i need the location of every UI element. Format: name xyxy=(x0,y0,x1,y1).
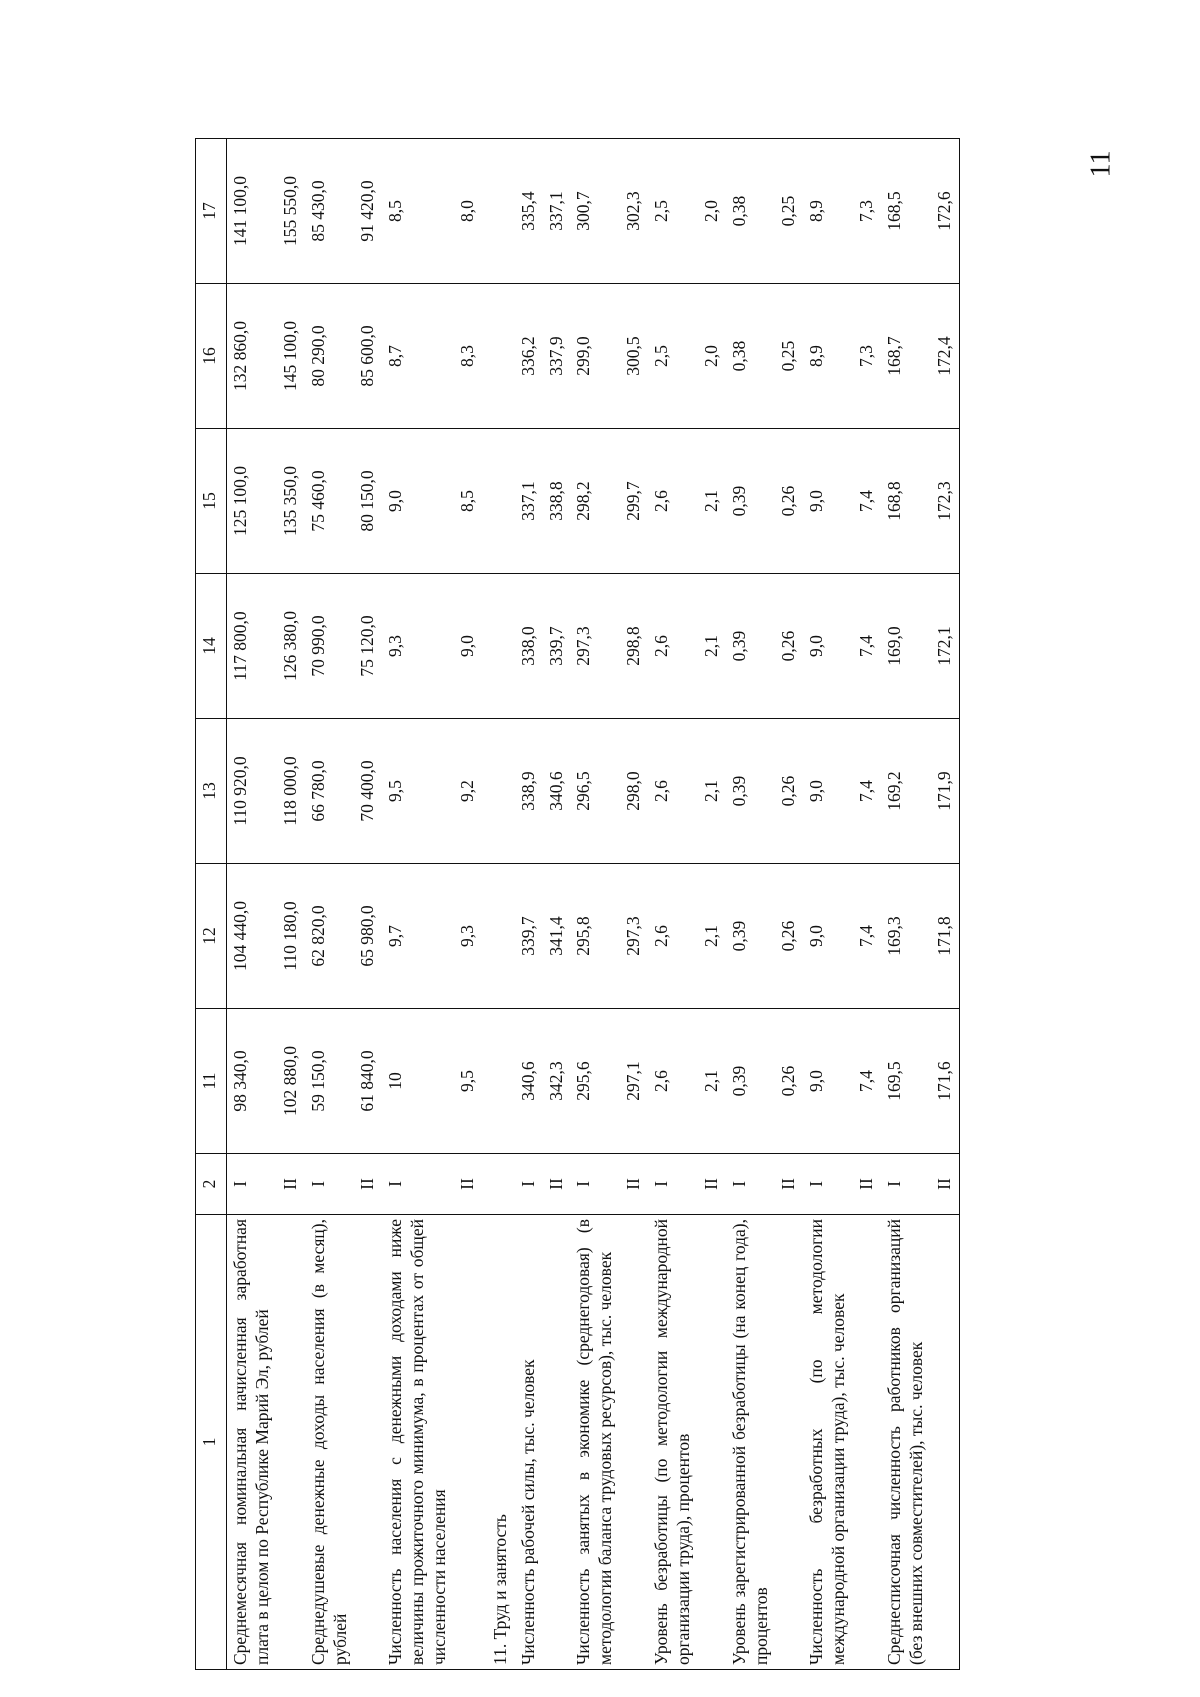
value-cell: 2,1 xyxy=(698,574,726,719)
value-cell: 10 xyxy=(382,1009,454,1154)
variant-cell: II xyxy=(277,1154,305,1215)
forecast-table xyxy=(195,138,960,1670)
value-cell: 2,5 xyxy=(648,284,698,429)
value-cell: 9,2 xyxy=(454,719,482,864)
value-cell: 2,1 xyxy=(698,429,726,574)
value-cell: 7,4 xyxy=(853,719,881,864)
value-cell: 61 840,0 xyxy=(354,1009,382,1154)
value-cell: 296,5 xyxy=(570,719,620,864)
value-cell: 168,5 xyxy=(881,139,931,284)
value-cell: 91 420,0 xyxy=(354,139,382,284)
value-cell: 2,6 xyxy=(648,1009,698,1154)
value-cell: 98 340,0 xyxy=(227,1009,277,1154)
value-cell: 9,0 xyxy=(803,574,853,719)
value-cell: 0,39 xyxy=(726,719,776,864)
variant-cell: II xyxy=(853,1154,881,1215)
value-cell: 338,8 xyxy=(543,429,571,574)
value-cell: 7,3 xyxy=(853,139,881,284)
indicator-label: Уровень безработицы (по методологии международной организации труда), процентов xyxy=(648,1215,698,1670)
value-cell: 155 550,0 xyxy=(277,139,305,284)
value-cell: 2,0 xyxy=(698,284,726,429)
indicator-label xyxy=(543,1215,571,1670)
column-header: 15 xyxy=(196,429,227,574)
column-header: 1 xyxy=(196,1215,227,1670)
table-row xyxy=(726,139,776,1670)
value-cell: 340,6 xyxy=(543,719,571,864)
value-cell xyxy=(482,429,515,574)
value-cell: 85 600,0 xyxy=(354,284,382,429)
table-row xyxy=(515,139,543,1670)
variant-cell xyxy=(482,1154,515,1215)
table-row xyxy=(543,139,571,1670)
value-cell: 172,3 xyxy=(931,429,959,574)
value-cell: 172,4 xyxy=(931,284,959,429)
indicator-label: Уровень зарегистрированной безработицы (на конец года), процентов xyxy=(726,1215,776,1670)
value-cell: 337,1 xyxy=(543,139,571,284)
value-cell: 169,2 xyxy=(881,719,931,864)
variant-cell: II xyxy=(698,1154,726,1215)
value-cell: 2,0 xyxy=(698,139,726,284)
value-cell: 75 120,0 xyxy=(354,574,382,719)
value-cell xyxy=(482,1009,515,1154)
indicator-label xyxy=(454,1215,482,1670)
value-cell: 2,6 xyxy=(648,429,698,574)
value-cell: 8,5 xyxy=(382,139,454,284)
table-row xyxy=(698,139,726,1670)
value-cell: 302,3 xyxy=(620,139,648,284)
table-row xyxy=(354,139,382,1670)
value-cell: 298,8 xyxy=(620,574,648,719)
value-cell: 298,2 xyxy=(570,429,620,574)
table-row xyxy=(853,139,881,1670)
variant-cell: I xyxy=(382,1154,454,1215)
value-cell: 339,7 xyxy=(543,574,571,719)
value-cell: 9,0 xyxy=(803,1009,853,1154)
value-cell: 62 820,0 xyxy=(305,864,355,1009)
value-cell: 0,26 xyxy=(775,864,803,1009)
indicator-label: Численность безработных (по методологии международной организации труда), тыс. человек xyxy=(803,1215,853,1670)
value-cell: 0,38 xyxy=(726,284,776,429)
value-cell: 75 460,0 xyxy=(305,429,355,574)
variant-cell: I xyxy=(648,1154,698,1215)
table-row xyxy=(803,139,853,1670)
value-cell: 59 150,0 xyxy=(305,1009,355,1154)
table-row xyxy=(881,139,931,1670)
table-row xyxy=(382,139,454,1670)
value-cell: 9,0 xyxy=(803,429,853,574)
value-cell: 141 100,0 xyxy=(227,139,277,284)
value-cell: 9,3 xyxy=(382,574,454,719)
value-cell: 300,5 xyxy=(620,284,648,429)
value-cell: 169,5 xyxy=(881,1009,931,1154)
value-cell: 9,3 xyxy=(454,864,482,1009)
value-cell: 297,1 xyxy=(620,1009,648,1154)
value-cell: 66 780,0 xyxy=(305,719,355,864)
value-cell: 0,26 xyxy=(775,1009,803,1154)
indicator-label xyxy=(354,1215,382,1670)
variant-cell: II xyxy=(620,1154,648,1215)
value-cell: 172,1 xyxy=(931,574,959,719)
value-cell: 125 100,0 xyxy=(227,429,277,574)
page-number: 11 xyxy=(1085,150,1117,178)
variant-cell: II xyxy=(775,1154,803,1215)
value-cell: 297,3 xyxy=(570,574,620,719)
indicator-label: Среднемесячная номинальная начисленная заработная плата в целом по Республике Марий Эл, рублей xyxy=(227,1215,277,1670)
value-cell: 341,4 xyxy=(543,864,571,1009)
table-body xyxy=(227,139,960,1670)
variant-cell: I xyxy=(227,1154,277,1215)
variant-cell: I xyxy=(726,1154,776,1215)
indicator-label: Численность рабочей силы, тыс. человек xyxy=(515,1215,543,1670)
value-cell: 2,6 xyxy=(648,864,698,1009)
variant-cell: I xyxy=(515,1154,543,1215)
column-header: 16 xyxy=(196,284,227,429)
value-cell: 7,4 xyxy=(853,864,881,1009)
value-cell: 9,7 xyxy=(382,864,454,1009)
value-cell: 295,6 xyxy=(570,1009,620,1154)
value-cell: 145 100,0 xyxy=(277,284,305,429)
value-cell: 335,4 xyxy=(515,139,543,284)
value-cell: 2,6 xyxy=(648,719,698,864)
rotated-table-container xyxy=(195,140,1090,1670)
variant-cell: I xyxy=(570,1154,620,1215)
value-cell: 8,3 xyxy=(454,284,482,429)
value-cell: 0,25 xyxy=(775,284,803,429)
table-row xyxy=(620,139,648,1670)
section-title: 11. Труд и занятость xyxy=(482,1215,515,1670)
variant-cell: II xyxy=(931,1154,959,1215)
value-cell: 80 290,0 xyxy=(305,284,355,429)
value-cell: 171,8 xyxy=(931,864,959,1009)
variant-cell: I xyxy=(305,1154,355,1215)
value-cell: 171,9 xyxy=(931,719,959,864)
value-cell: 104 440,0 xyxy=(227,864,277,1009)
value-cell: 70 400,0 xyxy=(354,719,382,864)
variant-cell: I xyxy=(803,1154,853,1215)
table-row xyxy=(227,139,277,1670)
column-header: 13 xyxy=(196,719,227,864)
value-cell: 7,4 xyxy=(853,574,881,719)
value-cell: 9,0 xyxy=(803,864,853,1009)
value-cell xyxy=(482,864,515,1009)
table-row xyxy=(305,139,355,1670)
value-cell: 171,6 xyxy=(931,1009,959,1154)
value-cell: 0,26 xyxy=(775,574,803,719)
value-cell: 299,0 xyxy=(570,284,620,429)
indicator-label xyxy=(620,1215,648,1670)
value-cell: 337,9 xyxy=(543,284,571,429)
indicator-label xyxy=(775,1215,803,1670)
value-cell: 7,4 xyxy=(853,429,881,574)
value-cell: 8,7 xyxy=(382,284,454,429)
value-cell: 0,38 xyxy=(726,139,776,284)
table-row xyxy=(277,139,305,1670)
value-cell: 2,1 xyxy=(698,864,726,1009)
value-cell: 172,6 xyxy=(931,139,959,284)
indicator-label xyxy=(698,1215,726,1670)
indicator-label xyxy=(853,1215,881,1670)
variant-cell: II xyxy=(354,1154,382,1215)
value-cell: 102 880,0 xyxy=(277,1009,305,1154)
value-cell xyxy=(482,574,515,719)
value-cell: 169,3 xyxy=(881,864,931,1009)
value-cell: 110 920,0 xyxy=(227,719,277,864)
value-cell: 65 980,0 xyxy=(354,864,382,1009)
indicator-label xyxy=(931,1215,959,1670)
value-cell: 132 860,0 xyxy=(227,284,277,429)
table-header-row xyxy=(196,139,227,1670)
value-cell: 338,0 xyxy=(515,574,543,719)
value-cell: 2,1 xyxy=(698,719,726,864)
value-cell: 9,0 xyxy=(382,429,454,574)
value-cell: 8,9 xyxy=(803,284,853,429)
value-cell: 80 150,0 xyxy=(354,429,382,574)
value-cell: 0,25 xyxy=(775,139,803,284)
value-cell: 9,5 xyxy=(454,1009,482,1154)
value-cell: 300,7 xyxy=(570,139,620,284)
value-cell: 110 180,0 xyxy=(277,864,305,1009)
indicator-label: Среднедушевые денежные доходы населения (в месяц), рублей xyxy=(305,1215,355,1670)
value-cell: 338,9 xyxy=(515,719,543,864)
value-cell: 7,3 xyxy=(853,284,881,429)
variant-cell: II xyxy=(543,1154,571,1215)
value-cell: 340,6 xyxy=(515,1009,543,1154)
value-cell: 168,8 xyxy=(881,429,931,574)
value-cell: 342,3 xyxy=(543,1009,571,1154)
value-cell: 8,9 xyxy=(803,139,853,284)
value-cell: 339,7 xyxy=(515,864,543,1009)
value-cell: 9,0 xyxy=(454,574,482,719)
indicator-label: Численность населения с денежными доходами ниже величины прожиточного минимума, в процентах от общей численности населения xyxy=(382,1215,454,1670)
value-cell: 9,5 xyxy=(382,719,454,864)
indicator-label xyxy=(277,1215,305,1670)
value-cell: 0,39 xyxy=(726,429,776,574)
column-header: 2 xyxy=(196,1154,227,1215)
value-cell: 295,8 xyxy=(570,864,620,1009)
value-cell: 299,7 xyxy=(620,429,648,574)
value-cell: 8,5 xyxy=(454,429,482,574)
value-cell: 7,4 xyxy=(853,1009,881,1154)
table-row xyxy=(570,139,620,1670)
value-cell: 126 380,0 xyxy=(277,574,305,719)
value-cell: 297,3 xyxy=(620,864,648,1009)
value-cell: 0,26 xyxy=(775,429,803,574)
variant-cell: II xyxy=(454,1154,482,1215)
value-cell: 169,0 xyxy=(881,574,931,719)
value-cell xyxy=(482,719,515,864)
value-cell: 336,2 xyxy=(515,284,543,429)
value-cell: 9,0 xyxy=(803,719,853,864)
indicator-label: Среднесписочная численность работников организаций (без внешних совместителей), тыс. человек xyxy=(881,1215,931,1670)
value-cell xyxy=(482,284,515,429)
column-header: 12 xyxy=(196,864,227,1009)
value-cell: 0,39 xyxy=(726,574,776,719)
table-row xyxy=(454,139,482,1670)
value-cell: 70 990,0 xyxy=(305,574,355,719)
column-header: 14 xyxy=(196,574,227,719)
column-header: 17 xyxy=(196,139,227,284)
indicator-label: Численность занятых в экономике (среднегодовая) (в методологии баланса трудовых ресурсов), тыс. человек xyxy=(570,1215,620,1670)
value-cell: 168,7 xyxy=(881,284,931,429)
variant-cell: I xyxy=(881,1154,931,1215)
section-row xyxy=(482,139,515,1670)
column-header: 11 xyxy=(196,1009,227,1154)
value-cell: 118 000,0 xyxy=(277,719,305,864)
value-cell: 0,39 xyxy=(726,864,776,1009)
value-cell: 2,5 xyxy=(648,139,698,284)
value-cell: 117 800,0 xyxy=(227,574,277,719)
value-cell: 135 350,0 xyxy=(277,429,305,574)
table-row xyxy=(648,139,698,1670)
value-cell: 2,1 xyxy=(698,1009,726,1154)
value-cell: 298,0 xyxy=(620,719,648,864)
value-cell: 337,1 xyxy=(515,429,543,574)
value-cell: 0,39 xyxy=(726,1009,776,1154)
value-cell: 85 430,0 xyxy=(305,139,355,284)
value-cell: 2,6 xyxy=(648,574,698,719)
table-row xyxy=(775,139,803,1670)
table-row xyxy=(931,139,959,1670)
value-cell: 0,26 xyxy=(775,719,803,864)
value-cell xyxy=(482,139,515,284)
value-cell: 8,0 xyxy=(454,139,482,284)
